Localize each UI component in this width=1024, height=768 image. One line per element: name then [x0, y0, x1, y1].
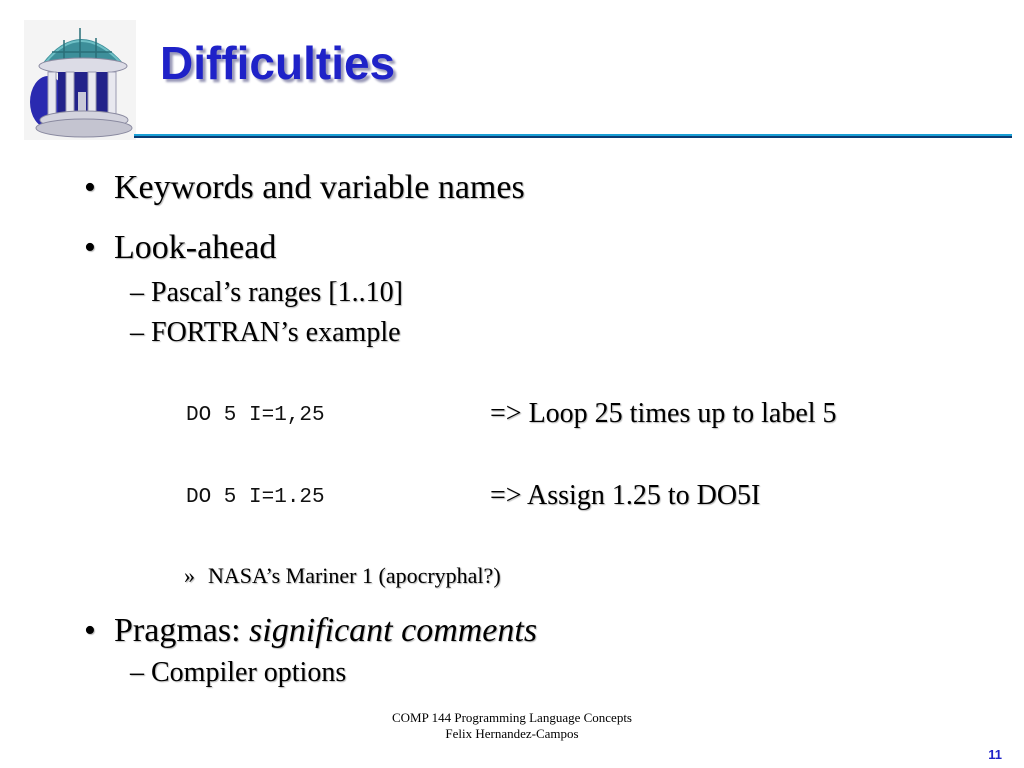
bullet-marker: • [84, 169, 96, 206]
code-example-assign: DO 5 I=1.25 [186, 486, 325, 509]
code-meaning-loop: => Loop 25 times up to label 5 [490, 398, 837, 429]
note-mariner: NASA’s Mariner 1 (apocryphal?) [208, 563, 501, 588]
footer-course: COMP 144 Programming Language Concepts [392, 710, 632, 725]
bullet-marker: • [84, 229, 96, 266]
pragmas-label: Pragmas: [114, 612, 250, 649]
old-well-icon [24, 20, 136, 140]
slide-title: Difficulties [160, 37, 396, 89]
code-meaning-assign: => Assign 1.25 to DO5I [490, 480, 761, 511]
page-number: 11 [988, 747, 1002, 762]
slide-footer [0, 710, 1024, 743]
sub-bullet-compiler: – Compiler options [130, 657, 347, 688]
title-divider [134, 134, 1012, 139]
bullet-marker: • [84, 612, 96, 649]
bullet-pragmas [114, 614, 537, 648]
pragmas-emphasis: significant comments [249, 612, 538, 649]
bullet-look-ahead: Look-ahead [114, 229, 277, 266]
code-example-loop: DO 5 I=1,25 [186, 404, 325, 427]
footer-author: Felix Hernandez-Campos [445, 726, 579, 742]
sub-bullet-pascal: – Pascal’s ranges [1..10] [130, 277, 403, 308]
bullet-keywords: Keywords and variable names [114, 169, 525, 206]
sub-bullet-fortran: – FORTRAN’s example [130, 317, 401, 348]
note-marker: » [184, 563, 195, 588]
